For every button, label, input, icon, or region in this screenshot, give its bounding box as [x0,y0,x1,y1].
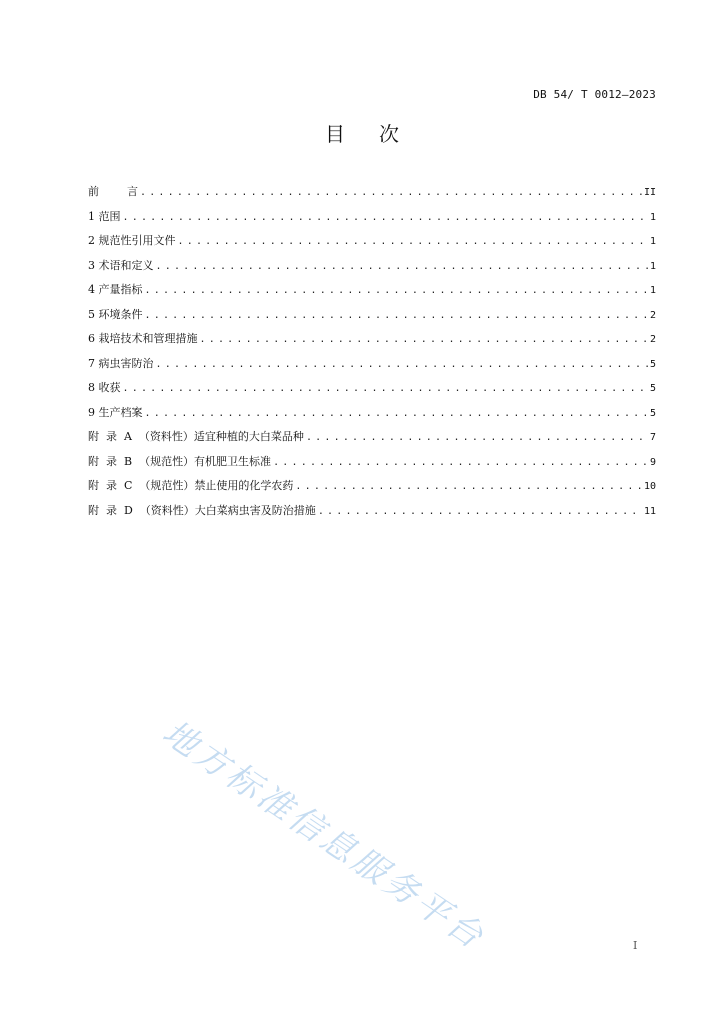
toc-leader-dots [123,206,648,231]
toc-leader-dots [145,402,648,427]
toc-page-number: 1 [649,260,656,272]
toc-label: 5 环境条件 [88,307,143,321]
toc-page-number: II [643,187,656,198]
toc-label: 前 言 [88,185,138,198]
toc-leader-dots [318,500,642,525]
toc-leader-dots [140,181,642,206]
toc-label: 附 录 B （规范性）有机肥卫生标准 [88,454,272,468]
toc-entry-appendix-d[interactable] [88,499,656,524]
toc-leader-dots [145,304,648,329]
toc-leader-dots [178,230,648,255]
document-code: DB 54/ T 0012—2023 [533,88,656,101]
toc-page-number: 9 [649,456,656,468]
toc-label: 8 收获 [88,381,121,394]
toc-entry-pest-control[interactable] [88,352,656,377]
toc-entry-appendix-a[interactable] [88,425,656,450]
toc-label: 3 术语和定义 [88,258,154,272]
toc-label: 附 录 A （资料性）适宜种植的大白菜品种 [88,430,304,443]
toc-page-number: 7 [649,432,656,443]
toc-entry-yield[interactable] [88,278,656,303]
watermark: 地方标准信息服务平台 [155,712,493,959]
toc-leader-dots [200,328,648,353]
toc-entry-foreword[interactable] [88,180,656,205]
toc-label: 1 范围 [88,209,121,223]
toc-label: 6 栽培技术和管理措施 [88,332,198,345]
toc-entry-harvest[interactable] [88,376,656,401]
toc-page-number: 2 [649,309,656,321]
toc-label: 附 录 D （资料性）大白菜病虫害及防治措施 [88,503,316,517]
toc-page-number: 10 [643,481,656,492]
toc-entry-terms[interactable] [88,254,656,279]
toc-entry-normative-references[interactable] [88,229,656,254]
toc-page-number: 1 [649,211,656,223]
toc-label: 附 录 C （规范性）禁止使用的化学农药 [88,479,294,492]
toc-leader-dots [295,475,642,500]
toc-label: 9 生产档案 [88,405,143,419]
toc-leader-dots [156,353,648,378]
toc-entry-appendix-c[interactable] [88,474,656,499]
toc-label: 2 规范性引用文件 [88,234,176,247]
toc-leader-dots [123,377,648,402]
toc-entry-appendix-b[interactable] [88,450,656,475]
toc-entry-records[interactable] [88,401,656,426]
toc-leader-dots [306,426,648,451]
toc-page-number: 5 [649,358,656,370]
toc-leader-dots [156,255,648,280]
toc-label: 4 产量指标 [88,283,143,296]
table-of-contents [88,180,656,523]
page-title: 目次 [325,122,433,146]
toc-leader-dots [273,451,648,476]
toc-entry-scope[interactable] [88,205,656,230]
toc-page-number: 5 [649,383,656,394]
toc-leader-dots [145,279,648,304]
toc-page-number: 5 [649,407,656,419]
toc-page-number: 2 [649,334,656,345]
toc-page-number: 1 [649,236,656,247]
footer-page-number: I [633,939,638,952]
toc-page-number: 11 [643,505,656,517]
toc-label: 7 病虫害防治 [88,356,154,370]
toc-page-number: 1 [649,285,656,296]
toc-entry-cultivation[interactable] [88,327,656,352]
toc-entry-environment[interactable] [88,303,656,328]
